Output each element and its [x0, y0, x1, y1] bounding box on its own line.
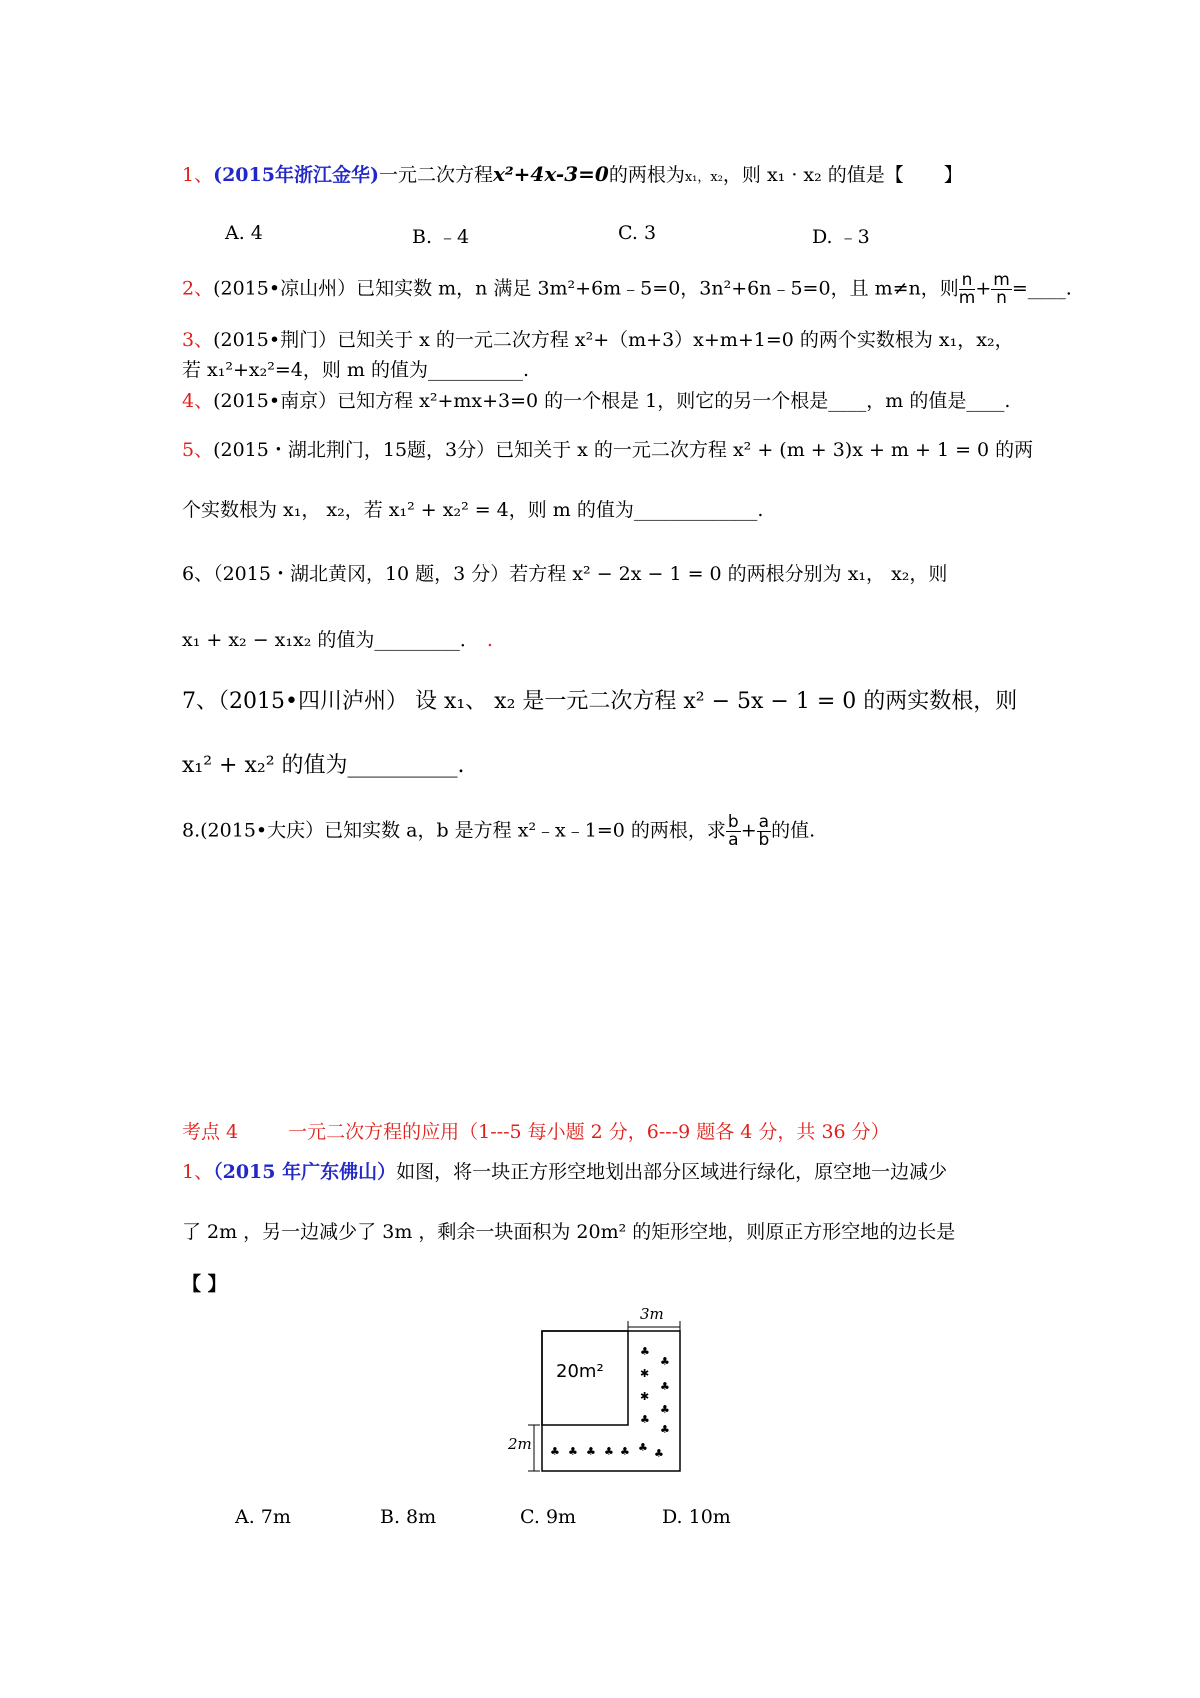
question-number: 3、	[182, 329, 214, 351]
s4q1-option-b: B. 8m	[380, 1506, 437, 1528]
svg-text:♣: ♣	[640, 1413, 650, 1426]
svg-text:♣: ♣	[654, 1447, 664, 1460]
question-text: 的值.	[771, 819, 816, 842]
fraction	[726, 814, 741, 849]
equation: x²+4x-3=0	[492, 162, 609, 186]
stray-mark: .	[486, 629, 493, 651]
section4-question-1	[182, 1158, 947, 1186]
svg-text:♣: ♣	[660, 1380, 670, 1393]
question-6-line-2	[182, 626, 493, 654]
question-8	[182, 814, 815, 849]
svg-text:✱: ✱	[640, 1367, 650, 1380]
roots: x₁，x₂	[684, 170, 723, 185]
answer-bracket: 【 】	[182, 1273, 227, 1295]
plus-sign: +	[740, 819, 757, 842]
question-number: 1、	[182, 1161, 214, 1183]
s4q1-option-c: C. 9m	[520, 1506, 577, 1528]
numerator: a	[758, 812, 770, 832]
svg-text:✱: ✱	[640, 1390, 650, 1403]
svg-text:♣: ♣	[620, 1445, 630, 1458]
question-text: （2015•四川泸州） 设 x₁、 x₂ 是一元二次方程 x² − 5x − 1 = 0 的两实数根，则	[218, 689, 1018, 714]
numerator: n	[959, 272, 976, 290]
denominator: a	[728, 830, 739, 850]
denominator: b	[758, 830, 770, 850]
section4-question-1-line-2: 了 2m ，另一边减少了 3m ，剩余一块面积为 20m² 的矩形空地，则原正方形空地的边长是	[182, 1221, 956, 1243]
area-label: 20m²	[556, 1361, 604, 1382]
answer-blank: =____.	[1011, 277, 1072, 300]
square-land-figure	[508, 1305, 700, 1499]
fraction	[959, 272, 976, 307]
svg-text:♣: ♣	[568, 1445, 578, 1458]
figure-svg	[520, 1315, 700, 1495]
question-text: (2015•南京）已知方程 x²+mx+3=0 的一个根是 1，则它的另一个根是____，m 的值是____.	[213, 390, 1011, 412]
question-text: (2015•荆门）已知关于 x 的一元二次方程 x²+（m+3）x+m+1=0 的两个实数根为 x₁，x₂，	[213, 329, 1014, 351]
numerator: m	[993, 270, 1010, 290]
svg-text:♣: ♣	[660, 1423, 670, 1436]
question-3-line-2: 若 x₁²+x₂²=4，则 m 的值为__________.	[182, 359, 530, 381]
question-number: 2、	[182, 277, 214, 300]
numerator: b	[727, 812, 739, 832]
question-source: (2015年浙江金华)	[213, 164, 379, 186]
question-text: (2015・湖北荆门，15题，3分）已知关于 x 的一元二次方程 x² + (m + 3)x + m + 1 = 0 的两	[213, 439, 1034, 461]
plus-sign: +	[975, 277, 992, 300]
denominator: m	[958, 288, 976, 308]
question-text: 的两根为	[608, 164, 685, 186]
section-title: 一元二次方程的应用（1---5 每小题 2 分，6---9 题各 4 分，共 36 分）	[288, 1121, 890, 1143]
question-6	[182, 560, 947, 588]
question-text: (2015•凉山州）已知实数 m，n 满足 3m²+6m﹣5=0，3n²+6n﹣5=0，且 m≠n，则	[213, 277, 959, 300]
question-7-line-2: x₁² + x₂² 的值为__________.	[182, 753, 465, 778]
section-heading	[182, 1118, 890, 1146]
svg-text:♣: ♣	[660, 1403, 670, 1416]
svg-text:♣: ♣	[604, 1445, 614, 1458]
question-source: （2015 年广东佛山）	[213, 1161, 397, 1183]
question-number: 1、	[182, 164, 214, 186]
q1-option-a: A. 4	[225, 222, 263, 244]
question-5	[182, 436, 1033, 464]
fraction	[757, 814, 771, 849]
s4q1-option-a: A. 7m	[235, 1506, 291, 1528]
question-text: 如图，将一块正方形空地划出部分区域进行绿化，原空地一边减少	[396, 1161, 948, 1183]
denominator: n	[996, 288, 1007, 308]
question-text: ，则 x₁ · x₂ 的值是【	[722, 164, 904, 186]
question-1	[182, 160, 963, 192]
svg-text:♣: ♣	[660, 1355, 670, 1368]
svg-text:♣: ♣	[640, 1345, 650, 1358]
question-text: 一元二次方程	[378, 164, 493, 186]
question-2	[182, 272, 1072, 307]
svg-text:♣: ♣	[638, 1441, 648, 1454]
fraction	[991, 272, 1012, 307]
q1-option-c: C. 3	[618, 222, 657, 244]
question-number: 7、	[182, 689, 218, 714]
question-text: （2015・湖北黄冈，10 题，3 分）若方程 x² − 2x − 1 = 0 的两根分别为 x₁， x₂，则	[213, 563, 948, 585]
question-4	[182, 387, 1010, 415]
question-number: 6、	[182, 563, 214, 585]
section-label: 考点 4	[182, 1121, 239, 1143]
top-width-label: 3m	[640, 1305, 664, 1323]
question-text: x₁ + x₂ − x₁x₂ 的值为_________．	[182, 629, 479, 651]
s4q1-option-d: D. 10m	[662, 1506, 731, 1528]
q1-option-d: D. ﹣3	[812, 226, 870, 248]
answer-bracket: 】	[943, 164, 963, 186]
question-5-line-2: 个实数根为 x₁， x₂，若 x₁² + x₂² = 4，则 m 的值为_____________.	[182, 499, 764, 521]
svg-text:♣: ♣	[550, 1445, 560, 1458]
svg-text:♣: ♣	[586, 1445, 596, 1458]
side-width-label: 2m	[508, 1435, 532, 1453]
question-number: 8.	[182, 819, 201, 842]
q1-option-b: B. ﹣4	[412, 226, 470, 248]
question-7	[182, 688, 1017, 716]
question-text: (2015•大庆）已知实数 a，b 是方程 x²﹣x﹣1=0 的两根，求	[200, 819, 726, 842]
question-3	[182, 326, 1014, 354]
question-number: 5、	[182, 439, 214, 461]
question-number: 4、	[182, 390, 214, 412]
